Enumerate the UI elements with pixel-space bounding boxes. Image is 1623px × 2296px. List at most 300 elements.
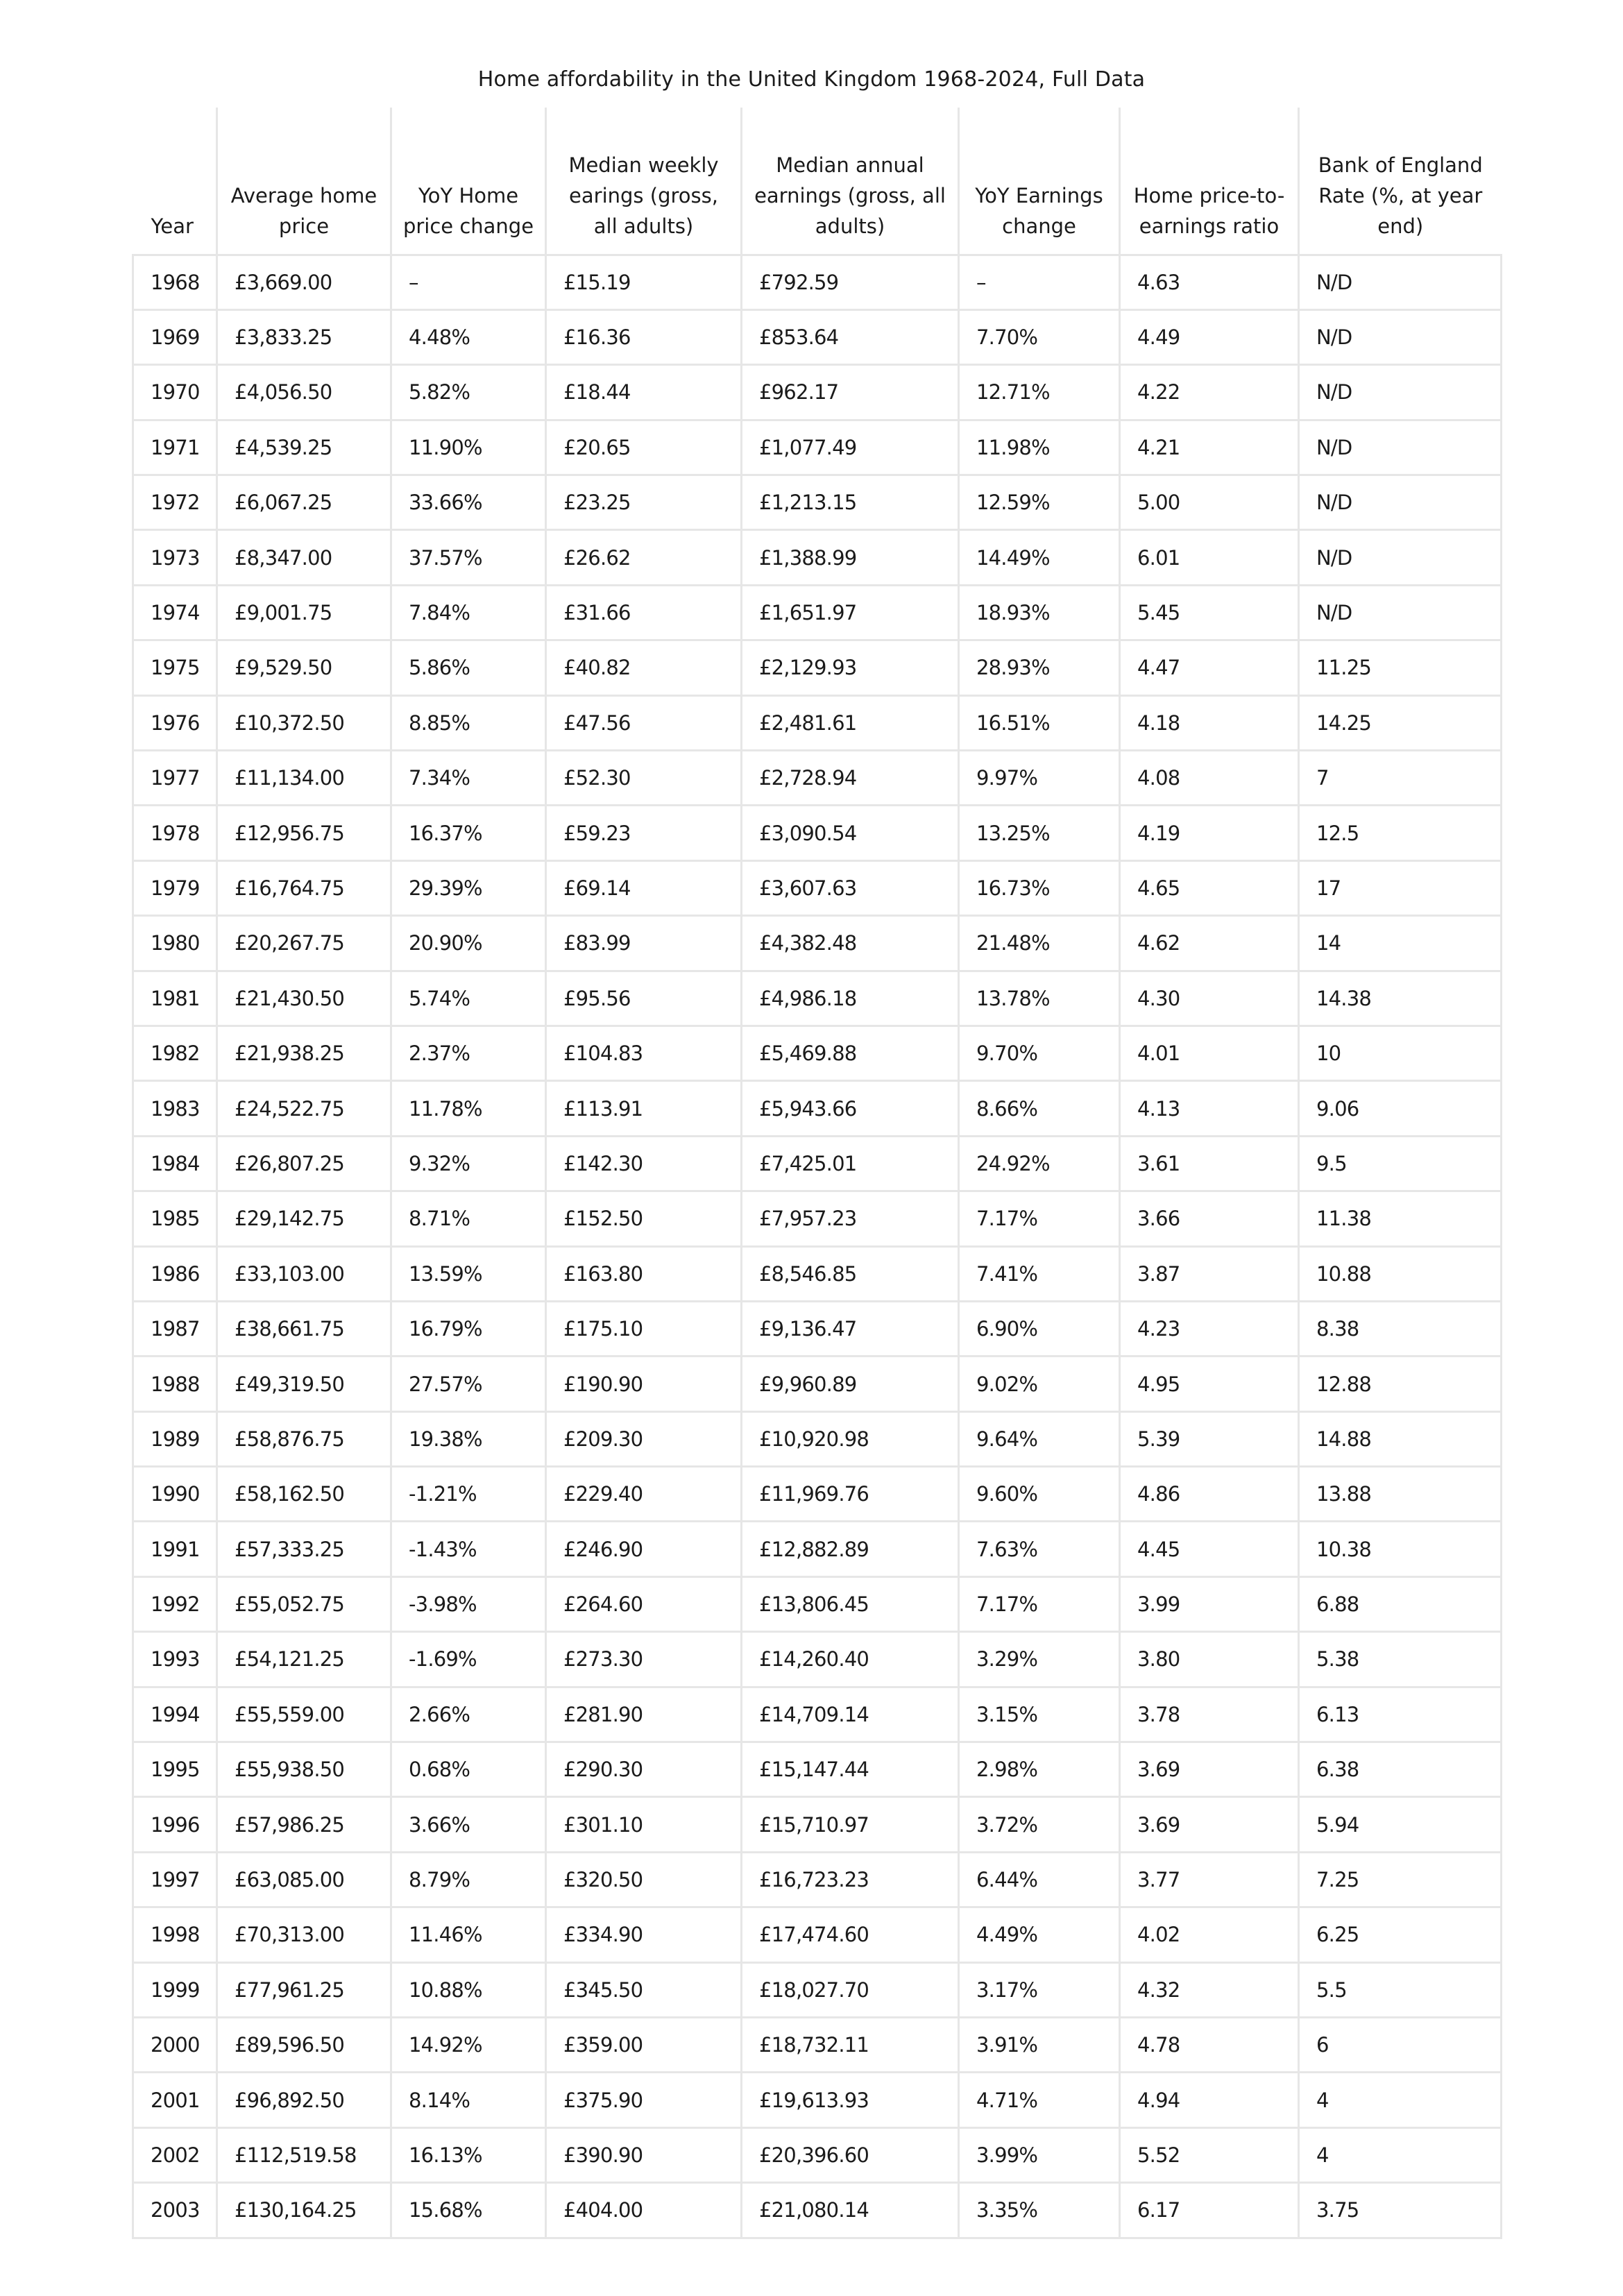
cell-average-home-price: £20,267.75	[217, 916, 391, 971]
cell-year: 1973	[133, 530, 217, 585]
cell-average-home-price: £112,519.58	[217, 2127, 391, 2182]
cell-yoy-home-price-change: 8.79%	[391, 1852, 546, 1907]
cell-yoy-home-price-change: 19.38%	[391, 1411, 546, 1466]
cell-median-annual-earnings: £18,732.11	[742, 2018, 959, 2073]
cell-price-to-earnings-ratio: 4.08	[1120, 751, 1299, 806]
cell-average-home-price: £55,938.50	[217, 1742, 391, 1797]
cell-yoy-home-price-change: 8.14%	[391, 2073, 546, 2127]
cell-year: 1998	[133, 1907, 217, 1962]
cell-year: 1977	[133, 751, 217, 806]
cell-boe-rate: 12.88	[1299, 1357, 1502, 1411]
table-row	[133, 1136, 1502, 1191]
cell-price-to-earnings-ratio: 5.52	[1120, 2127, 1299, 2182]
cell-average-home-price: £33,103.00	[217, 1246, 391, 1301]
cell-yoy-earnings-change: 9.64%	[959, 1411, 1120, 1466]
cell-yoy-home-price-change: –	[391, 255, 546, 309]
cell-median-weekly-earnings: £23.25	[546, 475, 742, 530]
cell-median-weekly-earnings: £20.65	[546, 420, 742, 475]
cell-price-to-earnings-ratio: 4.23	[1120, 1301, 1299, 1356]
cell-boe-rate: 6.38	[1299, 1742, 1502, 1797]
affordability-table	[132, 108, 1502, 2239]
cell-yoy-home-price-change: 16.13%	[391, 2127, 546, 2182]
cell-median-weekly-earnings: £345.50	[546, 1962, 742, 2017]
cell-price-to-earnings-ratio: 3.80	[1120, 1632, 1299, 1687]
cell-yoy-earnings-change: 9.97%	[959, 751, 1120, 806]
table-row	[133, 1522, 1502, 1576]
cell-yoy-earnings-change: 16.73%	[959, 860, 1120, 915]
cell-median-weekly-earnings: £95.56	[546, 971, 742, 1026]
cell-median-weekly-earnings: £404.00	[546, 2183, 742, 2238]
cell-year: 1979	[133, 860, 217, 915]
cell-median-weekly-earnings: £104.83	[546, 1026, 742, 1080]
cell-median-weekly-earnings: £301.10	[546, 1797, 742, 1852]
cell-yoy-home-price-change: 7.34%	[391, 751, 546, 806]
cell-year: 1997	[133, 1852, 217, 1907]
cell-yoy-earnings-change: 13.25%	[959, 806, 1120, 860]
cell-average-home-price: £89,596.50	[217, 2018, 391, 2073]
cell-yoy-home-price-change: 11.78%	[391, 1081, 546, 1136]
cell-median-weekly-earnings: £52.30	[546, 751, 742, 806]
cell-yoy-earnings-change: 3.99%	[959, 2127, 1120, 2182]
cell-average-home-price: £11,134.00	[217, 751, 391, 806]
cell-price-to-earnings-ratio: 5.39	[1120, 1411, 1299, 1466]
cell-year: 1975	[133, 640, 217, 695]
cell-year: 1982	[133, 1026, 217, 1080]
cell-median-weekly-earnings: £163.80	[546, 1246, 742, 1301]
cell-yoy-home-price-change: 8.71%	[391, 1191, 546, 1246]
cell-yoy-earnings-change: 3.72%	[959, 1797, 1120, 1852]
cell-average-home-price: £6,067.25	[217, 475, 391, 530]
cell-price-to-earnings-ratio: 6.01	[1120, 530, 1299, 585]
cell-average-home-price: £8,347.00	[217, 530, 391, 585]
cell-median-annual-earnings: £12,882.89	[742, 1522, 959, 1576]
cell-yoy-home-price-change: 9.32%	[391, 1136, 546, 1191]
cell-yoy-earnings-change: 3.15%	[959, 1687, 1120, 1742]
table-row	[133, 1467, 1502, 1522]
cell-yoy-home-price-change: 5.86%	[391, 640, 546, 695]
cell-yoy-home-price-change: -3.98%	[391, 1576, 546, 1631]
cell-price-to-earnings-ratio: 3.87	[1120, 1246, 1299, 1301]
cell-price-to-earnings-ratio: 5.00	[1120, 475, 1299, 530]
cell-yoy-earnings-change: 7.41%	[959, 1246, 1120, 1301]
table-row	[133, 1357, 1502, 1411]
table-row	[133, 1301, 1502, 1356]
cell-median-weekly-earnings: £290.30	[546, 1742, 742, 1797]
column-header-year: Year	[133, 108, 217, 255]
cell-price-to-earnings-ratio: 5.45	[1120, 585, 1299, 640]
cell-boe-rate: 5.94	[1299, 1797, 1502, 1852]
cell-year: 1990	[133, 1467, 217, 1522]
cell-median-annual-earnings: £3,607.63	[742, 860, 959, 915]
cell-yoy-home-price-change: 7.84%	[391, 585, 546, 640]
column-header-median-weekly-earnings: Median weekly earings (gross, all adults)	[546, 108, 742, 255]
cell-median-weekly-earnings: £334.90	[546, 1907, 742, 1962]
cell-median-annual-earnings: £10,920.98	[742, 1411, 959, 1466]
cell-average-home-price: £54,121.25	[217, 1632, 391, 1687]
cell-yoy-earnings-change: 6.44%	[959, 1852, 1120, 1907]
cell-year: 1986	[133, 1246, 217, 1301]
cell-yoy-earnings-change: 9.70%	[959, 1026, 1120, 1080]
cell-median-weekly-earnings: £59.23	[546, 806, 742, 860]
cell-median-annual-earnings: £1,388.99	[742, 530, 959, 585]
cell-median-annual-earnings: £14,260.40	[742, 1632, 959, 1687]
cell-boe-rate: N/D	[1299, 309, 1502, 364]
table-row	[133, 916, 1502, 971]
cell-price-to-earnings-ratio: 4.22	[1120, 365, 1299, 420]
cell-median-annual-earnings: £19,613.93	[742, 2073, 959, 2127]
table-row	[133, 585, 1502, 640]
cell-average-home-price: £63,085.00	[217, 1852, 391, 1907]
cell-yoy-home-price-change: 13.59%	[391, 1246, 546, 1301]
cell-year: 1981	[133, 971, 217, 1026]
column-header-yoy-home-price-change: YoY Home price change	[391, 108, 546, 255]
table-row	[133, 1632, 1502, 1687]
cell-yoy-home-price-change: 5.82%	[391, 365, 546, 420]
cell-yoy-home-price-change: 4.48%	[391, 309, 546, 364]
cell-yoy-home-price-change: 14.92%	[391, 2018, 546, 2073]
cell-year: 1970	[133, 365, 217, 420]
cell-yoy-home-price-change: 8.85%	[391, 695, 546, 750]
cell-boe-rate: 5.5	[1299, 1962, 1502, 2017]
table-row	[133, 1081, 1502, 1136]
table-row	[133, 475, 1502, 530]
cell-median-annual-earnings: £792.59	[742, 255, 959, 309]
cell-average-home-price: £57,986.25	[217, 1797, 391, 1852]
cell-average-home-price: £26,807.25	[217, 1136, 391, 1191]
cell-price-to-earnings-ratio: 4.94	[1120, 2073, 1299, 2127]
cell-median-weekly-earnings: £16.36	[546, 309, 742, 364]
cell-yoy-earnings-change: 4.49%	[959, 1907, 1120, 1962]
cell-median-annual-earnings: £15,147.44	[742, 1742, 959, 1797]
table-row	[133, 1742, 1502, 1797]
cell-boe-rate: N/D	[1299, 255, 1502, 309]
cell-median-annual-earnings: £11,969.76	[742, 1467, 959, 1522]
cell-year: 1994	[133, 1687, 217, 1742]
cell-yoy-home-price-change: -1.69%	[391, 1632, 546, 1687]
cell-yoy-home-price-change: 10.88%	[391, 1962, 546, 2017]
cell-average-home-price: £24,522.75	[217, 1081, 391, 1136]
cell-yoy-home-price-change: 16.37%	[391, 806, 546, 860]
cell-average-home-price: £58,162.50	[217, 1467, 391, 1522]
cell-price-to-earnings-ratio: 4.02	[1120, 1907, 1299, 1962]
cell-year: 2003	[133, 2183, 217, 2238]
cell-median-annual-earnings: £962.17	[742, 365, 959, 420]
cell-boe-rate: 10.38	[1299, 1522, 1502, 1576]
cell-boe-rate: N/D	[1299, 365, 1502, 420]
cell-average-home-price: £96,892.50	[217, 2073, 391, 2127]
table-row	[133, 1687, 1502, 1742]
cell-median-annual-earnings: £15,710.97	[742, 1797, 959, 1852]
table-row	[133, 860, 1502, 915]
cell-price-to-earnings-ratio: 3.77	[1120, 1852, 1299, 1907]
cell-average-home-price: £21,430.50	[217, 971, 391, 1026]
cell-yoy-earnings-change: 4.71%	[959, 2073, 1120, 2127]
cell-average-home-price: £70,313.00	[217, 1907, 391, 1962]
cell-yoy-home-price-change: 29.39%	[391, 860, 546, 915]
cell-year: 1984	[133, 1136, 217, 1191]
cell-yoy-home-price-change: 20.90%	[391, 916, 546, 971]
cell-yoy-home-price-change: -1.43%	[391, 1522, 546, 1576]
cell-yoy-earnings-change: 13.78%	[959, 971, 1120, 1026]
table-row	[133, 2073, 1502, 2127]
cell-median-annual-earnings: £20,396.60	[742, 2127, 959, 2182]
cell-year: 1974	[133, 585, 217, 640]
cell-boe-rate: 14	[1299, 916, 1502, 971]
cell-year: 1978	[133, 806, 217, 860]
cell-yoy-earnings-change: 21.48%	[959, 916, 1120, 971]
cell-median-annual-earnings: £1,651.97	[742, 585, 959, 640]
cell-median-annual-earnings: £2,481.61	[742, 695, 959, 750]
cell-boe-rate: N/D	[1299, 530, 1502, 585]
cell-median-annual-earnings: £14,709.14	[742, 1687, 959, 1742]
cell-year: 1987	[133, 1301, 217, 1356]
cell-year: 2000	[133, 2018, 217, 2073]
cell-boe-rate: 3.75	[1299, 2183, 1502, 2238]
cell-year: 1993	[133, 1632, 217, 1687]
cell-yoy-earnings-change: 7.17%	[959, 1576, 1120, 1631]
cell-price-to-earnings-ratio: 4.13	[1120, 1081, 1299, 1136]
header-row	[133, 108, 1502, 255]
cell-price-to-earnings-ratio: 4.86	[1120, 1467, 1299, 1522]
cell-boe-rate: 14.38	[1299, 971, 1502, 1026]
cell-boe-rate: 12.5	[1299, 806, 1502, 860]
cell-yoy-earnings-change: 24.92%	[959, 1136, 1120, 1191]
cell-boe-rate: 17	[1299, 860, 1502, 915]
cell-median-weekly-earnings: £229.40	[546, 1467, 742, 1522]
cell-median-weekly-earnings: £142.30	[546, 1136, 742, 1191]
cell-median-weekly-earnings: £390.90	[546, 2127, 742, 2182]
cell-median-annual-earnings: £7,425.01	[742, 1136, 959, 1191]
cell-median-weekly-earnings: £15.19	[546, 255, 742, 309]
cell-year: 2001	[133, 2073, 217, 2127]
cell-boe-rate: 10.88	[1299, 1246, 1502, 1301]
cell-yoy-home-price-change: 27.57%	[391, 1357, 546, 1411]
cell-median-weekly-earnings: £209.30	[546, 1411, 742, 1466]
cell-average-home-price: £77,961.25	[217, 1962, 391, 2017]
cell-yoy-earnings-change: 6.90%	[959, 1301, 1120, 1356]
cell-median-weekly-earnings: £175.10	[546, 1301, 742, 1356]
cell-yoy-home-price-change: 5.74%	[391, 971, 546, 1026]
cell-median-annual-earnings: £8,546.85	[742, 1246, 959, 1301]
table-header	[133, 108, 1502, 255]
cell-median-weekly-earnings: £40.82	[546, 640, 742, 695]
cell-yoy-home-price-change: -1.21%	[391, 1467, 546, 1522]
cell-boe-rate: 6.13	[1299, 1687, 1502, 1742]
table-row	[133, 255, 1502, 309]
cell-average-home-price: £4,056.50	[217, 365, 391, 420]
cell-yoy-earnings-change: 12.71%	[959, 365, 1120, 420]
cell-yoy-earnings-change: 7.17%	[959, 1191, 1120, 1246]
table-row	[133, 1576, 1502, 1631]
cell-median-weekly-earnings: £273.30	[546, 1632, 742, 1687]
cell-median-annual-earnings: £17,474.60	[742, 1907, 959, 1962]
cell-price-to-earnings-ratio: 3.99	[1120, 1576, 1299, 1631]
cell-price-to-earnings-ratio: 3.78	[1120, 1687, 1299, 1742]
cell-yoy-earnings-change: 12.59%	[959, 475, 1120, 530]
cell-average-home-price: £38,661.75	[217, 1301, 391, 1356]
cell-average-home-price: £4,539.25	[217, 420, 391, 475]
cell-year: 1992	[133, 1576, 217, 1631]
cell-yoy-home-price-change: 11.90%	[391, 420, 546, 475]
cell-median-weekly-earnings: £152.50	[546, 1191, 742, 1246]
cell-boe-rate: 6.25	[1299, 1907, 1502, 1962]
cell-median-annual-earnings: £9,136.47	[742, 1301, 959, 1356]
cell-median-annual-earnings: £5,943.66	[742, 1081, 959, 1136]
cell-median-weekly-earnings: £246.90	[546, 1522, 742, 1576]
cell-boe-rate: 4	[1299, 2073, 1502, 2127]
cell-median-annual-earnings: £4,382.48	[742, 916, 959, 971]
cell-year: 1988	[133, 1357, 217, 1411]
cell-yoy-earnings-change: 16.51%	[959, 695, 1120, 750]
cell-yoy-earnings-change: 9.02%	[959, 1357, 1120, 1411]
cell-yoy-home-price-change: 2.37%	[391, 1026, 546, 1080]
cell-price-to-earnings-ratio: 4.47	[1120, 640, 1299, 695]
cell-price-to-earnings-ratio: 4.95	[1120, 1357, 1299, 1411]
cell-price-to-earnings-ratio: 3.66	[1120, 1191, 1299, 1246]
cell-yoy-earnings-change: 9.60%	[959, 1467, 1120, 1522]
cell-median-weekly-earnings: £190.90	[546, 1357, 742, 1411]
cell-median-weekly-earnings: £26.62	[546, 530, 742, 585]
cell-yoy-earnings-change: 3.17%	[959, 1962, 1120, 2017]
table-row	[133, 1246, 1502, 1301]
cell-yoy-home-price-change: 2.66%	[391, 1687, 546, 1742]
table-row	[133, 1797, 1502, 1852]
cell-yoy-home-price-change: 33.66%	[391, 475, 546, 530]
cell-year: 1995	[133, 1742, 217, 1797]
table-row	[133, 806, 1502, 860]
cell-median-annual-earnings: £853.64	[742, 309, 959, 364]
cell-year: 1972	[133, 475, 217, 530]
cell-average-home-price: £21,938.25	[217, 1026, 391, 1080]
cell-price-to-earnings-ratio: 3.69	[1120, 1742, 1299, 1797]
table-row	[133, 420, 1502, 475]
cell-yoy-earnings-change: 18.93%	[959, 585, 1120, 640]
cell-yoy-earnings-change: 3.29%	[959, 1632, 1120, 1687]
cell-boe-rate: N/D	[1299, 420, 1502, 475]
cell-average-home-price: £55,559.00	[217, 1687, 391, 1742]
cell-yoy-earnings-change: 7.70%	[959, 309, 1120, 364]
cell-boe-rate: 6.88	[1299, 1576, 1502, 1631]
cell-year: 1989	[133, 1411, 217, 1466]
table-row	[133, 1852, 1502, 1907]
cell-year: 1969	[133, 309, 217, 364]
table-row	[133, 2018, 1502, 2073]
cell-yoy-earnings-change: –	[959, 255, 1120, 309]
cell-average-home-price: £9,001.75	[217, 585, 391, 640]
table-row	[133, 1411, 1502, 1466]
cell-year: 1983	[133, 1081, 217, 1136]
table-body	[133, 255, 1502, 2238]
cell-year: 1996	[133, 1797, 217, 1852]
cell-price-to-earnings-ratio: 4.18	[1120, 695, 1299, 750]
cell-price-to-earnings-ratio: 4.30	[1120, 971, 1299, 1026]
cell-average-home-price: £9,529.50	[217, 640, 391, 695]
cell-average-home-price: £58,876.75	[217, 1411, 391, 1466]
cell-median-annual-earnings: £2,129.93	[742, 640, 959, 695]
cell-boe-rate: N/D	[1299, 585, 1502, 640]
column-header-median-annual-earnings: Median annual earnings (gross, all adults)	[742, 108, 959, 255]
table-row	[133, 971, 1502, 1026]
table-row	[133, 2127, 1502, 2182]
cell-year: 1991	[133, 1522, 217, 1576]
cell-year: 1980	[133, 916, 217, 971]
cell-price-to-earnings-ratio: 4.62	[1120, 916, 1299, 971]
cell-average-home-price: £130,164.25	[217, 2183, 391, 2238]
cell-price-to-earnings-ratio: 6.17	[1120, 2183, 1299, 2238]
cell-price-to-earnings-ratio: 3.61	[1120, 1136, 1299, 1191]
cell-price-to-earnings-ratio: 4.01	[1120, 1026, 1299, 1080]
cell-average-home-price: £49,319.50	[217, 1357, 391, 1411]
cell-price-to-earnings-ratio: 4.19	[1120, 806, 1299, 860]
cell-yoy-earnings-change: 11.98%	[959, 420, 1120, 475]
cell-yoy-home-price-change: 37.57%	[391, 530, 546, 585]
table-row	[133, 530, 1502, 585]
cell-average-home-price: £16,764.75	[217, 860, 391, 915]
cell-boe-rate: 14.25	[1299, 695, 1502, 750]
cell-price-to-earnings-ratio: 4.21	[1120, 420, 1299, 475]
cell-median-weekly-earnings: £264.60	[546, 1576, 742, 1631]
table-row	[133, 309, 1502, 364]
cell-median-annual-earnings: £7,957.23	[742, 1191, 959, 1246]
cell-boe-rate: 11.25	[1299, 640, 1502, 695]
cell-boe-rate: 10	[1299, 1026, 1502, 1080]
cell-price-to-earnings-ratio: 4.63	[1120, 255, 1299, 309]
cell-median-annual-earnings: £13,806.45	[742, 1576, 959, 1631]
column-header-price-to-earnings-ratio: Home price-to-earnings ratio	[1120, 108, 1299, 255]
cell-median-weekly-earnings: £47.56	[546, 695, 742, 750]
cell-median-annual-earnings: £5,469.88	[742, 1026, 959, 1080]
cell-price-to-earnings-ratio: 4.49	[1120, 309, 1299, 364]
cell-year: 1985	[133, 1191, 217, 1246]
cell-median-weekly-earnings: £320.50	[546, 1852, 742, 1907]
cell-average-home-price: £3,669.00	[217, 255, 391, 309]
cell-median-weekly-earnings: £281.90	[546, 1687, 742, 1742]
cell-average-home-price: £29,142.75	[217, 1191, 391, 1246]
cell-average-home-price: £12,956.75	[217, 806, 391, 860]
cell-median-annual-earnings: £9,960.89	[742, 1357, 959, 1411]
cell-yoy-home-price-change: 3.66%	[391, 1797, 546, 1852]
cell-boe-rate: 9.5	[1299, 1136, 1502, 1191]
cell-boe-rate: 8.38	[1299, 1301, 1502, 1356]
column-header-boe-rate: Bank of England Rate (%, at year end)	[1299, 108, 1502, 255]
cell-median-weekly-earnings: £359.00	[546, 2018, 742, 2073]
cell-boe-rate: 14.88	[1299, 1411, 1502, 1466]
cell-median-annual-earnings: £21,080.14	[742, 2183, 959, 2238]
cell-year: 1999	[133, 1962, 217, 2017]
cell-yoy-earnings-change: 7.63%	[959, 1522, 1120, 1576]
cell-year: 2002	[133, 2127, 217, 2182]
cell-yoy-earnings-change: 3.91%	[959, 2018, 1120, 2073]
cell-median-annual-earnings: £2,728.94	[742, 751, 959, 806]
table-row	[133, 1026, 1502, 1080]
cell-boe-rate: 6	[1299, 2018, 1502, 2073]
cell-boe-rate: 7	[1299, 751, 1502, 806]
cell-median-weekly-earnings: £375.90	[546, 2073, 742, 2127]
cell-yoy-earnings-change: 3.35%	[959, 2183, 1120, 2238]
column-header-yoy-earnings-change: YoY Earnings change	[959, 108, 1120, 255]
cell-median-weekly-earnings: £69.14	[546, 860, 742, 915]
cell-yoy-earnings-change: 14.49%	[959, 530, 1120, 585]
cell-median-annual-earnings: £1,213.15	[742, 475, 959, 530]
cell-price-to-earnings-ratio: 4.78	[1120, 2018, 1299, 2073]
table-row	[133, 695, 1502, 750]
cell-year: 1976	[133, 695, 217, 750]
cell-median-annual-earnings: £18,027.70	[742, 1962, 959, 2017]
cell-average-home-price: £57,333.25	[217, 1522, 391, 1576]
cell-price-to-earnings-ratio: 4.65	[1120, 860, 1299, 915]
cell-median-weekly-earnings: £31.66	[546, 585, 742, 640]
cell-boe-rate: 5.38	[1299, 1632, 1502, 1687]
